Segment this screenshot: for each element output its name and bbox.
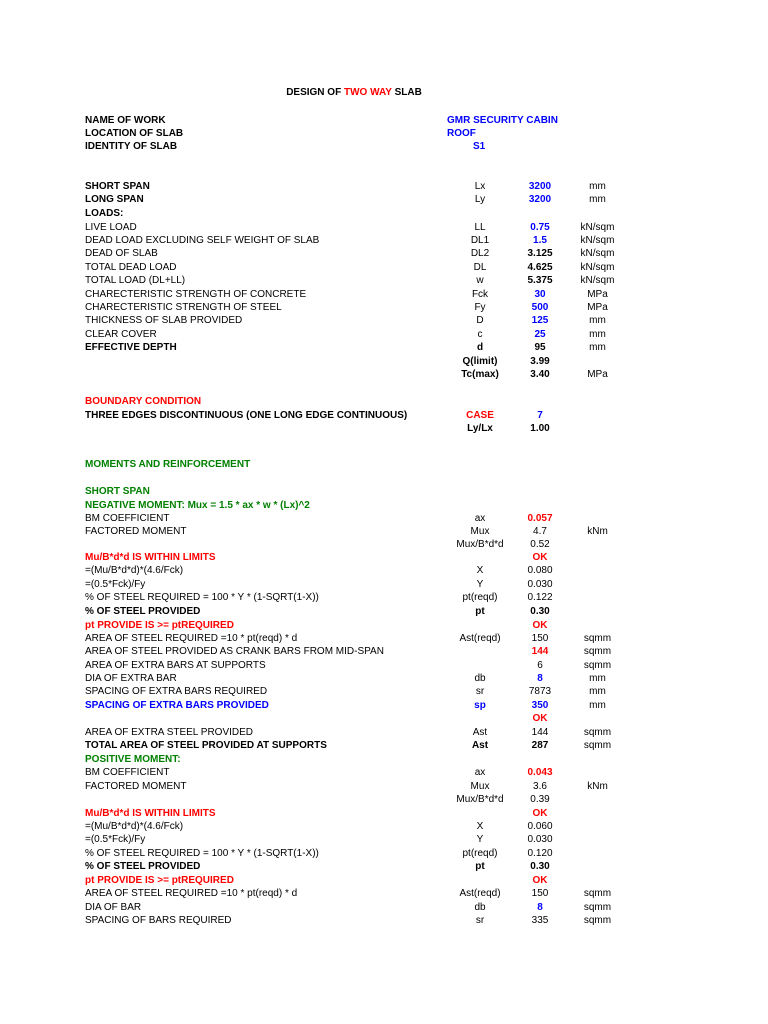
row-label: =(0.5*Fck)/Fy xyxy=(85,834,146,845)
row-label: AREA OF EXTRA STEEL PROVIDED xyxy=(85,727,254,738)
positive-moment-heading xyxy=(0,753,768,766)
row-value: 150 xyxy=(531,888,549,899)
row-unit: sqmm xyxy=(583,902,612,913)
row-symbol: c xyxy=(477,329,483,340)
row-value: 144 xyxy=(531,646,549,657)
calc-row xyxy=(0,874,768,887)
row-label: DEAD LOAD EXCLUDING SELF WEIGHT OF SLAB xyxy=(85,235,320,246)
header-value: GMR SECURITY CABIN xyxy=(447,115,558,126)
row-symbol: Mux/B*d*d xyxy=(456,539,504,550)
calc-row xyxy=(0,860,768,873)
row-unit: kNm xyxy=(587,526,608,537)
row-unit: mm xyxy=(589,686,606,697)
input-row xyxy=(0,274,768,287)
input-row xyxy=(0,247,768,260)
input-row xyxy=(0,193,768,206)
row-unit: kN/sqm xyxy=(580,235,615,246)
negative-moment-heading xyxy=(0,499,768,512)
row-label: DEAD OF SLAB xyxy=(85,248,158,259)
input-row xyxy=(0,288,768,301)
row-unit: sqmm xyxy=(583,633,612,644)
row-symbol: Ast(reqd) xyxy=(459,888,501,899)
calc-row xyxy=(0,564,768,577)
calc-row xyxy=(0,726,768,739)
row-label: TOTAL DEAD LOAD xyxy=(85,262,177,273)
calc-row xyxy=(0,887,768,900)
row-label: pt PROVIDE IS >= ptREQUIRED xyxy=(85,875,234,886)
row-value: 5.375 xyxy=(527,275,553,286)
input-row xyxy=(0,328,768,341)
input-row xyxy=(0,234,768,247)
input-row xyxy=(0,355,768,368)
row-symbol: Tc(max) xyxy=(461,369,499,380)
row-label: =(Mu/B*d*d)*(4.6/Fck) xyxy=(85,565,184,576)
row-label: AREA OF EXTRA BARS AT SUPPORTS xyxy=(85,660,266,671)
row-symbol: Ast xyxy=(471,740,489,751)
row-value: 3.40 xyxy=(530,369,550,380)
section-heading: SHORT SPAN xyxy=(85,486,150,497)
row-label: % OF STEEL REQUIRED = 100 * Y * (1-SQRT(1-X)) xyxy=(85,848,319,859)
ok-badge: OK xyxy=(532,620,548,631)
ok-badge: OK xyxy=(532,713,548,724)
calc-row xyxy=(0,739,768,752)
row-value: 4.625 xyxy=(527,262,553,273)
row-value: 0.030 xyxy=(527,834,553,845)
section-heading: MOMENTS AND REINFORCEMENT xyxy=(85,459,251,470)
row-symbol: Mux xyxy=(470,526,490,537)
row-symbol: sr xyxy=(475,686,485,697)
row-value: 0.060 xyxy=(527,821,553,832)
row-symbol: Lx xyxy=(474,181,486,192)
row-label: Mu/B*d*d IS WITHIN LIMITS xyxy=(85,552,216,563)
calc-row xyxy=(0,659,768,672)
calc-row xyxy=(0,525,768,538)
row-value: 25 xyxy=(534,329,546,340)
row-label: % OF STEEL PROVIDED xyxy=(85,606,201,617)
calc-row xyxy=(0,512,768,525)
calc-row xyxy=(0,605,768,618)
row-value: 150 xyxy=(531,633,549,644)
row-unit: sqmm xyxy=(583,915,612,926)
row-label: SPACING OF BARS REQUIRED xyxy=(85,915,232,926)
header-row xyxy=(0,114,768,127)
calc-row xyxy=(0,538,768,551)
row-unit: sqmm xyxy=(583,888,612,899)
calc-row xyxy=(0,807,768,820)
row-label: THREE EDGES DISCONTINUOUS (ONE LONG EDGE CONTINUOUS) xyxy=(85,410,408,421)
row-unit: mm xyxy=(589,315,606,326)
input-row xyxy=(0,207,768,220)
row-symbol: Q(limit) xyxy=(462,356,498,367)
page-title xyxy=(0,87,708,98)
calc-row xyxy=(0,914,768,927)
input-row xyxy=(0,301,768,314)
header-row xyxy=(0,127,768,140)
row-value: 335 xyxy=(531,915,549,926)
row-unit: kNm xyxy=(587,781,608,792)
header-label: LOCATION OF SLAB xyxy=(85,128,184,139)
row-label: LIVE LOAD xyxy=(85,222,137,233)
row-value: 1.5 xyxy=(533,235,547,246)
row-value: 500 xyxy=(531,302,549,313)
row-label: SPACING OF EXTRA BARS PROVIDED xyxy=(85,700,269,711)
boundary-heading xyxy=(0,395,768,408)
row-unit: MPa xyxy=(587,369,608,380)
row-unit: sqmm xyxy=(583,727,612,738)
row-value: 0.52 xyxy=(530,539,550,550)
calc-row xyxy=(0,901,768,914)
title-highlight: TWO WAY xyxy=(343,87,392,98)
title-prefix: DESIGN OF xyxy=(286,87,342,98)
row-label: EFFECTIVE DEPTH xyxy=(85,342,177,353)
header-label: IDENTITY OF SLAB xyxy=(85,141,178,152)
input-row xyxy=(0,314,768,327)
input-row xyxy=(0,368,768,381)
calc-row xyxy=(0,591,768,604)
row-value: 0.043 xyxy=(527,767,553,778)
row-value: 8 xyxy=(537,673,543,684)
row-value: 0.30 xyxy=(530,861,550,872)
header-row xyxy=(0,140,768,153)
row-value: 0.057 xyxy=(527,513,553,524)
row-symbol: DL1 xyxy=(470,235,490,246)
input-row xyxy=(0,180,768,193)
row-value: 1.00 xyxy=(530,423,550,434)
row-symbol: LL xyxy=(474,222,486,233)
row-label: FACTORED MOMENT xyxy=(85,781,187,792)
section-heading: BOUNDARY CONDITION xyxy=(85,396,202,407)
row-unit: kN/sqm xyxy=(580,262,615,273)
row-value: 0.030 xyxy=(527,579,553,590)
row-symbol: Fy xyxy=(474,302,486,313)
row-unit: sqmm xyxy=(583,660,612,671)
row-unit: mm xyxy=(589,342,606,353)
row-unit: MPa xyxy=(587,289,608,300)
calc-row xyxy=(0,847,768,860)
row-value: 0.39 xyxy=(530,794,550,805)
calc-row xyxy=(0,551,768,564)
row-label: =(Mu/B*d*d)*(4.6/Fck) xyxy=(85,821,184,832)
row-symbol: D xyxy=(476,315,484,326)
row-unit: mm xyxy=(589,181,606,192)
row-symbol: DL xyxy=(473,262,487,273)
row-symbol: Ast(reqd) xyxy=(459,633,501,644)
ok-badge: OK xyxy=(532,875,548,886)
row-label: SPACING OF EXTRA BARS REQUIRED xyxy=(85,686,268,697)
calc-row xyxy=(0,685,768,698)
row-symbol: pt(reqd) xyxy=(462,592,498,603)
row-label: SHORT SPAN xyxy=(85,181,150,192)
row-label: CHARECTERISTIC STRENGTH OF CONCRETE xyxy=(85,289,307,300)
row-value: 125 xyxy=(531,315,549,326)
row-unit: mm xyxy=(589,700,606,711)
section-heading: POSITIVE MOMENT: xyxy=(85,754,181,765)
row-value: 0.120 xyxy=(527,848,553,859)
row-value: 287 xyxy=(531,740,549,751)
row-value: 0.122 xyxy=(527,592,553,603)
row-label: TOTAL AREA OF STEEL PROVIDED AT SUPPORTS xyxy=(85,740,327,751)
row-value: 30 xyxy=(534,289,546,300)
input-row xyxy=(0,261,768,274)
row-symbol: CASE xyxy=(466,410,494,421)
row-symbol: Mux/B*d*d xyxy=(456,794,504,805)
row-symbol: Mux xyxy=(470,781,490,792)
calc-row xyxy=(0,780,768,793)
calc-row xyxy=(0,699,768,712)
row-label: AREA OF STEEL REQUIRED =10 * pt(reqd) * d xyxy=(85,888,298,899)
row-value: 7 xyxy=(537,410,543,421)
row-label: % OF STEEL PROVIDED xyxy=(85,861,201,872)
calc-row xyxy=(0,632,768,645)
row-symbol: pt xyxy=(475,861,485,872)
row-unit: sqmm xyxy=(583,740,612,751)
row-symbol: Ly xyxy=(474,194,486,205)
row-value: 3.6 xyxy=(533,781,547,792)
row-label: LONG SPAN xyxy=(85,194,144,205)
row-value: 3.99 xyxy=(530,356,550,367)
row-label: DIA OF BAR xyxy=(85,902,142,913)
row-unit: mm xyxy=(589,673,606,684)
row-label: % OF STEEL REQUIRED = 100 * Y * (1-SQRT(1-X)) xyxy=(85,592,319,603)
row-symbol: Y xyxy=(476,834,484,845)
row-label: CHARECTERISTIC STRENGTH OF STEEL xyxy=(85,302,282,313)
calc-row xyxy=(0,712,768,725)
calc-row xyxy=(0,833,768,846)
section-heading: NEGATIVE MOMENT: Mux = 1.5 * ax * w * (Lx)^2 xyxy=(85,500,310,511)
row-symbol: sp xyxy=(474,700,486,711)
row-symbol: pt xyxy=(475,606,485,617)
row-label: BM COEFFICIENT xyxy=(85,513,170,524)
row-label: pt PROVIDE IS >= ptREQUIRED xyxy=(85,620,234,631)
calc-row xyxy=(0,766,768,779)
calc-row xyxy=(0,645,768,658)
row-symbol: pt(reqd) xyxy=(462,848,498,859)
row-symbol: Ly/Lx xyxy=(467,423,493,434)
row-label: BM COEFFICIENT xyxy=(85,767,170,778)
row-label: THICKNESS OF SLAB PROVIDED xyxy=(85,315,243,326)
boundary-row xyxy=(0,409,768,422)
row-label: TOTAL LOAD (DL+LL) xyxy=(85,275,186,286)
row-value: 3.125 xyxy=(527,248,553,259)
boundary-row xyxy=(0,422,768,435)
header-value: ROOF xyxy=(447,128,476,139)
row-symbol: sr xyxy=(475,915,485,926)
row-value: 144 xyxy=(531,727,549,738)
row-symbol: db xyxy=(474,902,486,913)
row-value: 4.7 xyxy=(533,526,547,537)
row-value: 0.080 xyxy=(527,565,553,576)
row-unit: MPa xyxy=(587,302,608,313)
row-label: =(0.5*Fck)/Fy xyxy=(85,579,146,590)
calc-row xyxy=(0,793,768,806)
ok-badge: OK xyxy=(532,808,548,819)
row-symbol: Fck xyxy=(471,289,489,300)
input-row xyxy=(0,221,768,234)
row-symbol: ax xyxy=(474,513,486,524)
calc-row xyxy=(0,672,768,685)
row-value: 0.30 xyxy=(530,606,550,617)
row-value: 0.75 xyxy=(530,222,550,233)
row-value: 3200 xyxy=(528,181,552,192)
row-unit: kN/sqm xyxy=(580,248,615,259)
row-label: DIA OF EXTRA BAR xyxy=(85,673,177,684)
row-symbol: Y xyxy=(476,579,484,590)
input-row xyxy=(0,341,768,354)
title-suffix: SLAB xyxy=(394,87,422,98)
row-symbol: ax xyxy=(474,767,486,778)
row-symbol: Ast xyxy=(472,727,488,738)
row-symbol: d xyxy=(476,342,484,353)
moments-heading xyxy=(0,458,768,471)
row-label: LOADS: xyxy=(85,208,124,219)
row-label: AREA OF STEEL REQUIRED =10 * pt(reqd) * d xyxy=(85,633,298,644)
row-label: FACTORED MOMENT xyxy=(85,526,187,537)
row-symbol: X xyxy=(476,565,484,576)
row-symbol: DL2 xyxy=(470,248,490,259)
row-value: 350 xyxy=(531,700,549,711)
row-symbol: X xyxy=(476,821,484,832)
row-value: 3200 xyxy=(528,194,552,205)
row-unit: sqmm xyxy=(583,646,612,657)
ok-badge: OK xyxy=(532,552,548,563)
row-unit: kN/sqm xyxy=(580,222,615,233)
calc-row xyxy=(0,578,768,591)
calc-row xyxy=(0,820,768,833)
row-value: 95 xyxy=(534,342,546,353)
row-unit: kN/sqm xyxy=(580,275,615,286)
row-value: 7873 xyxy=(528,686,552,697)
row-value: 6 xyxy=(537,660,543,671)
row-unit: mm xyxy=(589,329,606,340)
row-label: AREA OF STEEL PROVIDED AS CRANK BARS FROM MID-SPAN xyxy=(85,646,384,657)
row-label: Mu/B*d*d IS WITHIN LIMITS xyxy=(85,808,216,819)
calc-row xyxy=(0,619,768,632)
header-value: S1 xyxy=(473,141,486,152)
short-span-heading xyxy=(0,485,768,498)
row-value: 8 xyxy=(537,902,543,913)
row-symbol: w xyxy=(476,275,484,286)
header-label: NAME OF WORK xyxy=(85,115,166,126)
row-unit: mm xyxy=(589,194,606,205)
row-label: CLEAR COVER xyxy=(85,329,157,340)
row-symbol: db xyxy=(474,673,486,684)
